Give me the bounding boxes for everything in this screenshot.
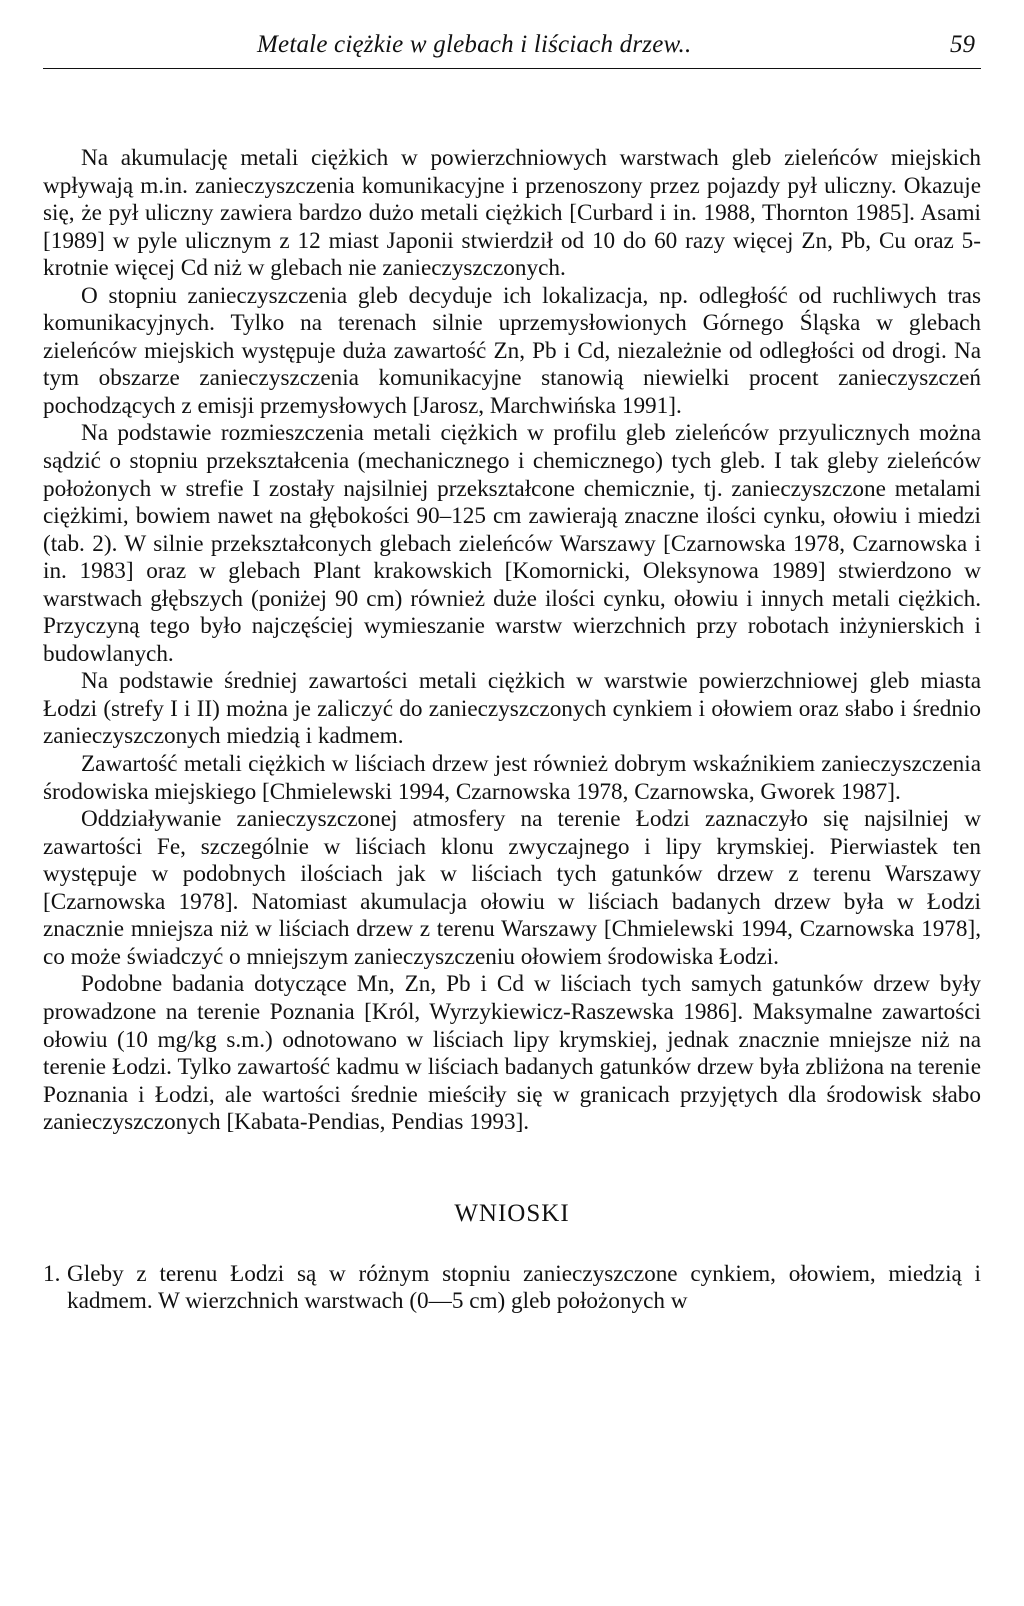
paragraph: Na podstawie rozmieszczenia metali ciężkich w profilu gleb zieleńców przyulicznych można sądzić o stopniu przekształcenia (mechanicznego i chemicznego) tych gleb. I tak gleby zieleńców położonych w strefie I zostały najsilniej przekształcone chemicznie, tj. zanieczyszczone metalami ciężkimi, bowiem nawet na głębokości 90–125 cm zawierają znaczne ilości cynku, ołowiu i miedzi (tab. 2). W silnie przekształconych glebach zieleńców Warszawy [Czarnowska 1978, Czarnowska i in. 1983] oraz w glebach Plant krakowskich [Komornicki, Oleksynowa 1989] stwierdzono w warstwach głębszych (poniżej 90 cm) również duże ilości cynku, ołowiu i innych metali ciężkich. Przyczyną tego było najczęściej wymieszanie warstw wierzchnich przy robotach inżynierskich i budowlanych. xyxy=(43,420,981,667)
document-page xyxy=(43,0,981,1316)
paragraph: Oddziaływanie zanieczyszczonej atmosfery na terenie Łodzi zaznaczyło się najsilniej w zawartości Fe, szczególnie w liściach klonu zwyczajnego i lipy krymskiej. Pierwiastek ten występuje w podobnych ilościach jak w liściach tych gatunków drzew z terenu Warszawy [Czarnowska 1978]. Natomiast akumulacja ołowiu w liściach badanych drzew była w Łodzi znacznie mniejsza niż w liściach drzew z terenu Warszawy [Chmielewski 1994, Czarnowska 1978], co może świadczyć o mniejszym zanieczyszczeniu ołowiem środowiska Łodzi. xyxy=(43,806,981,970)
paragraph: O stopniu zanieczyszczenia gleb decyduje ich lokalizacja, np. odległość od ruchliwych tras komunikacyjnych. Tylko na terenach silnie uprzemysłowionych Górnego Śląska w glebach zieleńców miejskich występuje duża zawartość Zn, Pb i Cd, niezależnie od odległości od drogi. Na tym obszarze zanieczyszczenia komunikacyjne stanowią niewielki procent zanieczyszczeń pochodzących z emisji przemysłowych [Jarosz, Marchwińska 1991]. xyxy=(43,282,981,419)
paragraph: Na podstawie średniej zawartości metali ciężkich w warstwie powierzchniowej gleb miasta Łodzi (strefy I i II) można je zaliczyć do zanieczyszczonych cynkiem i ołowiem oraz słabo i średnio zanieczyszczonych miedzią i kadmem. xyxy=(43,668,981,750)
paragraph: Podobne badania dotyczące Mn, Zn, Pb i Cd w liściach tych samych gatunków drzew były prowadzone na terenie Poznania [Król, Wyrzykiewicz-Raszewska 1986]. Maksymalne zawartości ołowiu (10 mg/kg s.m.) odnotowano w liściach lipy krymskiej, jednak znacznie mniejsze niż na terenie Łodzi. Tylko zawartość kadmu w liściach badanych gatunków drzew była zbliżona na terenie Poznania i Łodzi, ale wartości średnie mieściły się w granicach przyjętych dla środowisk słabo zanieczyszczonych [Kabata-Pendias, Pendias 1993]. xyxy=(43,971,981,1136)
page-number: 59 xyxy=(950,31,975,58)
conclusion-item xyxy=(43,1261,981,1316)
conclusions-list xyxy=(43,1261,981,1316)
paragraph: Na akumulację metali ciężkich w powierzchniowych warstwach gleb zieleńców miejskich wpływają m.in. zanieczyszczenia komunikacyjne i przenoszony przez pojazdy pył uliczny. Okazuje się, że pył uliczny zawiera bardzo dużo metali ciężkich [Curbard i in. 1988, Thornton 1985]. Asami [1989] w pyle ulicznym z 12 miast Japonii stwierdził od 10 do 60 razy więcej Zn, Pb, Cu oraz 5-krotnie więcej Cd niż w glebach nie zanieczyszczonych. xyxy=(43,145,981,282)
running-header xyxy=(43,0,981,69)
body-text xyxy=(43,145,981,1137)
conclusion-text: Gleby z terenu Łodzi są w różnym stopniu zanieczyszczone cynkiem, ołowiem, miedzią i kadmem. W wierzchnich warstwach (0—5 cm) gleb położonych w xyxy=(67,1260,981,1315)
conclusion-number: 1. xyxy=(43,1260,61,1287)
running-title: Metale ciężkie w glebach i liściach drzew.. xyxy=(257,31,692,58)
paragraph: Zawartość metali ciężkich w liściach drzew jest również dobrym wskaźnikiem zanieczyszczenia środowiska miejskiego [Chmielewski 1994, Czarnowska 1978, Czarnowska, Gworek 1987]. xyxy=(43,751,981,805)
section-heading: WNIOSKI xyxy=(454,1199,570,1227)
